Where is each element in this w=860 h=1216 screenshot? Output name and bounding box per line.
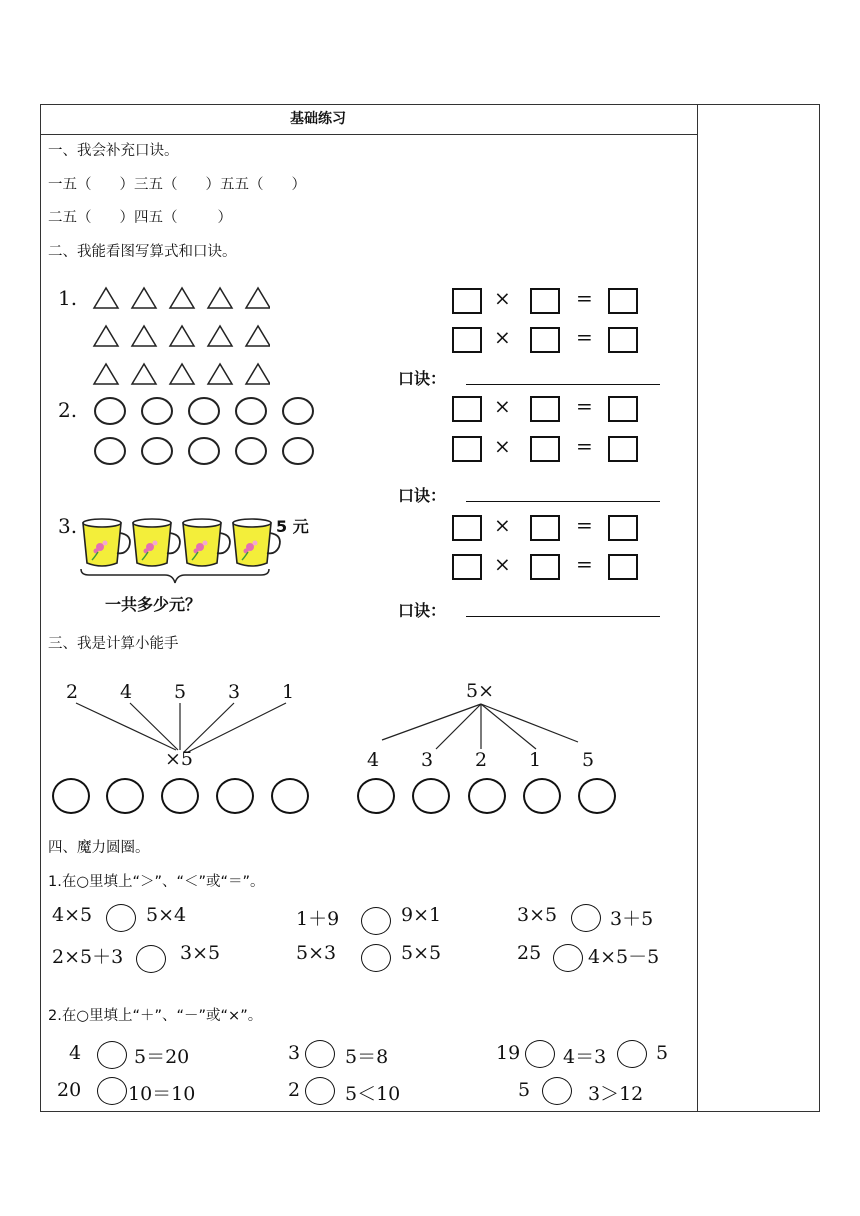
item-number-3: 3.	[58, 514, 78, 538]
triangle-shape	[170, 288, 194, 308]
cup-icon	[83, 519, 130, 566]
triangle-shape	[246, 288, 270, 308]
answer-box[interactable]	[608, 436, 638, 462]
answer-box[interactable]	[530, 327, 560, 353]
expression: 20	[57, 1079, 82, 1101]
expression: 3＋5	[610, 908, 654, 930]
q2-instruction: 2.在○里填上“＋”、“－”或“×”。	[48, 1008, 263, 1024]
equals-sign: =	[576, 552, 593, 576]
answer-box[interactable]	[530, 396, 560, 422]
koujue-answer-line[interactable]	[466, 384, 660, 385]
expression: 3	[288, 1042, 301, 1064]
fill-circle[interactable]	[361, 907, 391, 935]
circle-shape	[95, 438, 125, 464]
times-sign: ×	[494, 394, 511, 418]
expression: 3×5	[180, 942, 221, 964]
koujue-label: 口诀：	[398, 601, 447, 620]
circle-grid	[90, 392, 320, 472]
section4-heading: 四、魔力圆圈。	[48, 840, 150, 856]
fill-row-2	[48, 206, 232, 227]
triangle-shape	[94, 364, 118, 384]
circle-shape	[236, 398, 266, 424]
q1-instruction: 1.在○里填上“＞”、“＜”或“＝”。	[48, 874, 265, 890]
answer-circle[interactable]	[271, 778, 309, 814]
circle-shape	[142, 438, 172, 464]
left-number: 1	[282, 681, 295, 703]
answer-box[interactable]	[608, 554, 638, 580]
answer-box[interactable]	[608, 327, 638, 353]
expression: 5	[656, 1042, 669, 1064]
fill-part: ）四五（	[119, 210, 178, 226]
expression: 4×5	[52, 904, 93, 926]
right-number: 4	[367, 749, 380, 771]
answer-box[interactable]	[608, 396, 638, 422]
equals-sign: =	[576, 286, 593, 310]
answer-circle[interactable]	[357, 778, 395, 814]
answer-box[interactable]	[608, 515, 638, 541]
circle-shape	[283, 438, 313, 464]
answer-box[interactable]	[530, 436, 560, 462]
cup-question: 一共多少元？	[105, 595, 202, 614]
right-number: 3	[421, 749, 434, 771]
triangle-shape	[94, 288, 118, 308]
expression: 2	[288, 1079, 301, 1101]
answer-circle[interactable]	[523, 778, 561, 814]
answer-box[interactable]	[608, 288, 638, 314]
right-number: 1	[529, 749, 542, 771]
times-sign: ×	[494, 286, 511, 310]
koujue-label: 口诀：	[398, 369, 447, 388]
cup-icon	[233, 519, 280, 566]
left-number: 5	[174, 681, 187, 703]
fill-circle[interactable]	[97, 1077, 127, 1105]
expression: 9×1	[401, 904, 442, 926]
triangle-shape	[132, 364, 156, 384]
fill-circle[interactable]	[305, 1040, 335, 1068]
right-number: 2	[475, 749, 488, 771]
times-sign: ×	[494, 325, 511, 349]
fill-circle[interactable]	[571, 904, 601, 932]
times-sign: ×	[494, 513, 511, 537]
expression: 4×5－5	[588, 946, 660, 968]
triangle-shape	[94, 326, 118, 346]
column-divider	[697, 104, 698, 1112]
left-number: 2	[66, 681, 79, 703]
answer-circle[interactable]	[106, 778, 144, 814]
answer-box[interactable]	[452, 396, 482, 422]
expression: 5×5	[401, 942, 442, 964]
section2-heading: 二、我能看图写算式和口诀。	[48, 244, 237, 260]
fill-part: 一五（	[48, 177, 92, 193]
expression: 3×5	[517, 904, 558, 926]
fill-part: ）	[217, 210, 232, 226]
section1-heading: 一、我会补充口诀。	[48, 143, 179, 159]
expression: 2×5＋3	[52, 946, 124, 968]
equals-sign: =	[576, 394, 593, 418]
fill-circle[interactable]	[617, 1040, 647, 1068]
fill-circle[interactable]	[525, 1040, 555, 1068]
times-sign: ×	[494, 434, 511, 458]
answer-box[interactable]	[530, 288, 560, 314]
expression: 4＝3	[563, 1046, 607, 1068]
fill-part: 二五（	[48, 210, 92, 226]
page-title: 基础练习	[290, 111, 346, 127]
answer-circle[interactable]	[468, 778, 506, 814]
times-sign: ×	[494, 552, 511, 576]
expression: 3＞12	[588, 1083, 644, 1105]
expression: 5＝20	[134, 1046, 190, 1068]
equals-sign: =	[576, 434, 593, 458]
answer-box[interactable]	[530, 554, 560, 580]
expression: 1＋9	[296, 908, 340, 930]
circle-shape	[236, 438, 266, 464]
left-number: 4	[120, 681, 133, 703]
expression: 5＜10	[345, 1083, 401, 1105]
left-number: 3	[228, 681, 241, 703]
answer-box[interactable]	[452, 515, 482, 541]
triangle-shape	[246, 364, 270, 384]
answer-circle[interactable]	[52, 778, 90, 814]
circle-shape	[189, 398, 219, 424]
circle-shape	[95, 398, 125, 424]
section3-heading: 三、我是计算小能手	[48, 636, 179, 652]
fill-circle[interactable]	[553, 944, 583, 972]
equals-sign: =	[576, 325, 593, 349]
expression: 10＝10	[128, 1083, 196, 1105]
fill-circle[interactable]	[97, 1041, 127, 1069]
equals-sign: =	[576, 513, 593, 537]
expression: 5×3	[296, 942, 337, 964]
answer-circle[interactable]	[578, 778, 616, 814]
triangle-shape	[170, 326, 194, 346]
fill-circle[interactable]	[361, 944, 391, 972]
expression: 5＝8	[345, 1046, 389, 1068]
triangle-shape	[246, 326, 270, 346]
triangle-shape	[208, 364, 232, 384]
answer-box[interactable]	[452, 436, 482, 462]
fill-circle[interactable]	[136, 945, 166, 973]
item-number-1: 1.	[58, 286, 78, 310]
left-operator: ×5	[165, 748, 194, 770]
expression: 19	[496, 1042, 521, 1064]
circle-shape	[283, 398, 313, 424]
koujue-answer-line[interactable]	[466, 616, 660, 617]
fill-circle[interactable]	[542, 1077, 572, 1105]
answer-box[interactable]	[452, 327, 482, 353]
cups-illustration	[75, 515, 290, 585]
answer-box[interactable]	[452, 554, 482, 580]
answer-circle[interactable]	[412, 778, 450, 814]
expression: 5	[518, 1079, 531, 1101]
koujue-answer-line[interactable]	[466, 501, 660, 502]
cup-icon	[183, 519, 230, 566]
fill-part: ）三五（	[119, 177, 178, 193]
expression: 25	[517, 942, 542, 964]
triangle-grid	[90, 284, 270, 394]
header-divider	[40, 134, 697, 135]
circle-shape	[142, 398, 172, 424]
item-number-2: 2.	[58, 398, 78, 422]
triangle-shape	[132, 326, 156, 346]
expression: 5×4	[146, 904, 187, 926]
cup-icon	[133, 519, 180, 566]
right-number: 5	[582, 749, 595, 771]
triangle-shape	[208, 326, 232, 346]
right-operator: 5×	[466, 680, 495, 702]
triangle-shape	[132, 288, 156, 308]
fill-part: ）	[291, 177, 306, 193]
triangle-shape	[170, 364, 194, 384]
fill-part: ）五五（	[205, 177, 264, 193]
answer-box[interactable]	[452, 288, 482, 314]
answer-circle[interactable]	[216, 778, 254, 814]
fill-row-1	[48, 173, 306, 194]
fill-circle[interactable]	[106, 904, 136, 932]
fill-circle[interactable]	[305, 1077, 335, 1105]
answer-box[interactable]	[530, 515, 560, 541]
cup-price: 5 元	[276, 517, 309, 536]
triangle-shape	[208, 288, 232, 308]
koujue-label: 口诀：	[398, 486, 447, 505]
answer-circle[interactable]	[161, 778, 199, 814]
circle-shape	[189, 438, 219, 464]
expression: 4	[69, 1042, 82, 1064]
